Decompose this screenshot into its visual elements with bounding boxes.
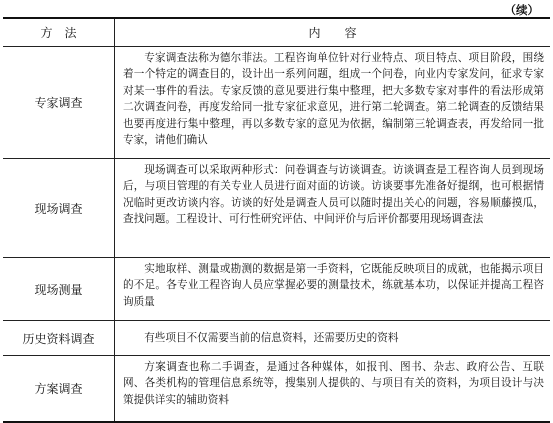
- content-cell: 实地取样、测量或勘测的数据是第一手资料，它既能反映项目的成就，也能揭示项目的不足。各专业工程咨询人员应掌握必要的测量技术，练就基本功，以保证并提高工程咨询质量: [115, 258, 551, 321]
- survey-methods-table: [3, 17, 550, 423]
- table-row-field-measurement: [3, 258, 550, 321]
- method-cell: 方案调查: [3, 356, 115, 423]
- table-row-expert-survey: [3, 47, 550, 159]
- table-row-field-survey: [3, 159, 550, 258]
- table-header-row: [3, 18, 550, 47]
- content-cell: 专家调查法称为德尔菲法。工程咨询单位针对行业特点、项目特点、项目阶段，围绕着一个特定的调查目的，设计出一系列问题，组成一个问卷，向业内专家发问，征求专家对某一事件的看法。专家反馈的意见要进行集中整理，把大多数专家对事件的看法形成第二次调查问卷，再度发给同一批专家征求意见，进行第二轮调查。第二轮调查的反馈结果也要再度进行集中整理，再以多数专家的意见为依据，编制第三轮调查表，再发给同一批专家，请他们确认: [115, 47, 551, 159]
- method-cell: 现场测量: [3, 258, 115, 321]
- header-method: 方 法: [3, 18, 115, 47]
- table-row-historical-data: [3, 321, 550, 356]
- content-cell: 方案调查也称二手调查，是通过各种媒体，如报刊、图书、杂志、政府公告、互联网、各类机构的管理信息系统等，搜集别人提供的、与项目有关的资料，为项目设计与决策提供详实的辅助资料: [115, 356, 551, 423]
- method-cell: 历史资料调查: [3, 321, 115, 356]
- table-row-plan-survey: [3, 356, 550, 423]
- content-cell: 有些项目不仅需要当前的信息资料，还需要历史的资料: [115, 321, 551, 356]
- method-cell: 现场调查: [3, 159, 115, 258]
- header-content: 内 容: [115, 18, 551, 47]
- continued-label: （续）: [504, 3, 539, 17]
- method-cell: 专家调查: [3, 47, 115, 159]
- content-cell: 现场调查可以采取两种形式：问卷调查与访谈调查。访谈调查是工程咨询人员到现场后，与项目管理的有关专业人员进行面对面的访谈。访谈要事先准备好提纲，也可根据情况临时更改访谈内容。访谈的好处是调查人员可以随时提出关心的问题，容易顺藤摸瓜，查找问题。工程设计、可行性研究评估、中间评价与后评价都要用现场调查法: [115, 159, 551, 258]
